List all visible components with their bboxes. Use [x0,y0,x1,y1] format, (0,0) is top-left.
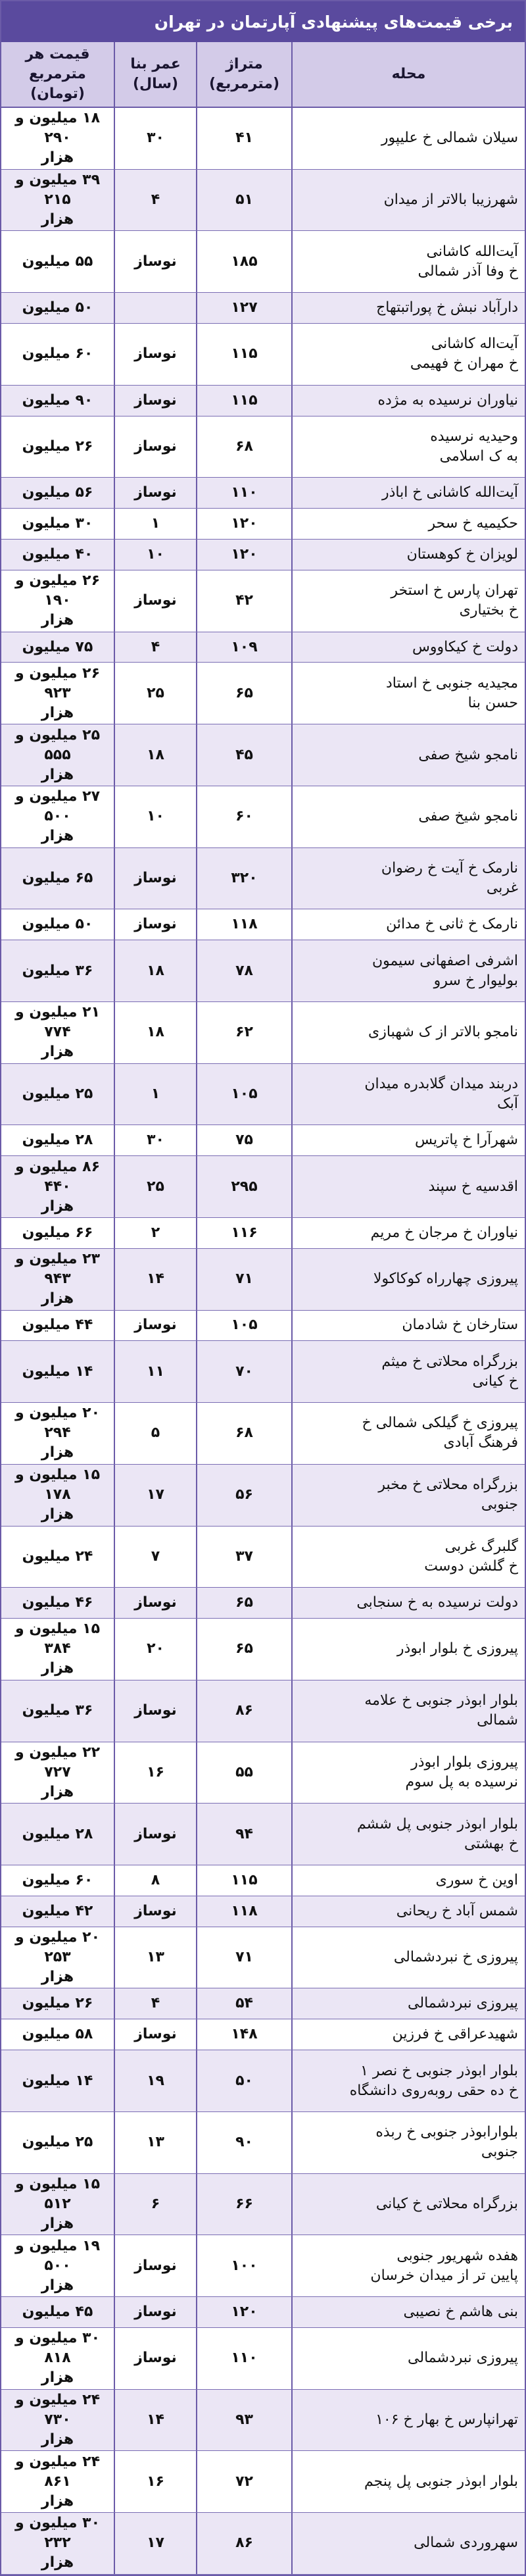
cell-neighborhood: آیت‌الله کاشانی خ وفا آذر شمالی [291,231,525,292]
cell-age: ۱۶ [114,1742,196,1804]
cell-age: ۲۵ [114,1156,196,1217]
cell-neighborhood: نیاوران خ مرجان خ مریم [291,1218,525,1248]
table-row [1,417,525,478]
cell-age: ۱ [114,509,196,539]
cell-area: ۵۴ [196,1988,291,2019]
cell-price: ۶۶ میلیون [22,1224,93,1241]
cell-area: ۳۷ [196,1527,291,1588]
cell-neighborhood: لویزان خ کوهستان [291,540,525,570]
cell-age: نوساز [114,1804,196,1865]
table-row [1,1742,525,1804]
table-title: برخی قیمت‌های پیشنهادی آپارتمان در تهران [1,1,525,42]
cell-area: ۵۱ [196,170,291,231]
cell-price: ۱۸ میلیون و ۲۹۰ هزار [15,110,100,166]
cell-age: ۱۰ [114,786,196,847]
cell-price: ۹۰ میلیون [22,391,93,409]
cell-area: ۱۲۰ [196,2297,291,2327]
table-row [1,570,525,632]
cell-neighborhood: پیروزی نبردشمالی [291,2328,525,2389]
cell-neighborhood: هفده شهریور جنوبی پایین تر از میدان خرسان [291,2235,525,2296]
table-row [1,1341,525,1403]
cell-price: ۲۴ میلیون و ۷۳۰ هزار [15,2391,100,2448]
cell-area: ۶۵ [196,1619,291,1680]
cell-neighborhood: نامجو شیخ صفی [291,724,525,786]
cell-price: ۲۸ میلیون [22,1825,93,1842]
cell-area: ۱۸۵ [196,231,291,292]
table-row [1,478,525,509]
cell-neighborhood: گلبرگ غربی خ گلشن دوست [291,1527,525,1588]
cell-price: ۳۶ میلیون [22,962,93,979]
table-row [1,1927,525,1989]
table-row [1,2328,525,2390]
cell-price: ۳۰ میلیون [22,515,93,532]
cell-age: ۱۸ [114,940,196,1001]
cell-neighborhood: حکیمیه خ سحر [291,509,525,539]
cell-area: ۱۱۵ [196,386,291,416]
cell-price: ۶۰ میلیون [22,1871,93,1888]
cell-price: ۴۶ میلیون [22,1594,93,1611]
cell-area: ۱۰۰ [196,2235,291,2296]
cell-area: ۹۳ [196,2390,291,2451]
cell-area: ۸۶ [196,1680,291,1742]
cell-neighborhood: پیروزی چهارراه کوکاکولا [291,1249,525,1310]
cell-price: ۸۶ میلیون و ۴۴۰ هزار [15,1158,100,1215]
table-row [1,324,525,386]
cell-area: ۱۲۰ [196,509,291,539]
cell-price: ۱۵ میلیون و ۵۱۲ هزار [15,2175,100,2232]
cell-area: ۴۵ [196,724,291,786]
cell-area: ۷۱ [196,1927,291,1988]
cell-neighborhood: بزرگراه محلاتی خ میثم خ کیانی [291,1341,525,1402]
cell-neighborhood: بزرگراه محلاتی خ مخبر جنوبی [291,1465,525,1526]
cell-age: نوساز [114,909,196,940]
cell-neighborhood: پیروزی نبردشمالی [291,1988,525,2019]
cell-neighborhood: بلوار ابوذر جنوبی خ علامه شمالی [291,1680,525,1742]
cell-area: ۶۸ [196,417,291,478]
table-row [1,1125,525,1156]
table-row [1,2174,525,2236]
cell-area: ۱۱۵ [196,1865,291,1896]
cell-age: ۴ [114,170,196,231]
table-row [1,1804,525,1865]
cell-area: ۷۰ [196,1341,291,1402]
cell-area: ۶۰ [196,786,291,847]
cell-neighborhood: پیروزی بلوار ابوذر نرسیده به پل سوم [291,1742,525,1804]
cell-age: ۲ [114,1218,196,1248]
table-row [1,2235,525,2297]
cell-age: ۱۳ [114,2112,196,2173]
cell-area: ۹۰ [196,2112,291,2173]
table-row [1,540,525,570]
cell-area: ۵۶ [196,1465,291,1526]
cell-age: نوساز [114,570,196,632]
cell-price: ۲۵ میلیون و ۵۵۵ هزار [15,726,100,783]
table-row [1,1002,525,1064]
cell-neighborhood: تهرانپارس خ بهار خ ۱۰۶ [291,2390,525,2451]
cell-neighborhood: دربند میدان گلابدره میدان آبک [291,1064,525,1125]
cell-age: نوساز [114,1680,196,1742]
table-row [1,1988,525,2019]
cell-area: ۶۵ [196,1588,291,1618]
cell-age: نوساز [114,386,196,416]
cell-area: ۱۱۶ [196,1218,291,1248]
cell-area: ۱۰۹ [196,632,291,663]
cell-age: نوساز [114,1588,196,1618]
cell-area: ۶۲ [196,1002,291,1063]
cell-area: ۷۱ [196,1249,291,1310]
cell-price: ۵۸ میلیون [22,2026,93,2043]
cell-price: ۴۲ میلیون [22,1902,93,1919]
cell-area: ۱۰۵ [196,1311,291,1341]
cell-neighborhood: اقدسیه خ سپند [291,1156,525,1217]
header-price-per-sqm: قیمت هر مترمربع (تومان) [25,46,90,102]
cell-age: ۱۸ [114,1002,196,1063]
cell-area: ۴۲ [196,570,291,632]
cell-price: ۱۵ میلیون و ۳۸۴ هزار [15,1621,100,1677]
table-row [1,1680,525,1742]
cell-price: ۲۰ میلیون و ۲۵۳ هزار [15,1929,100,1986]
cell-age: ۵ [114,1403,196,1464]
cell-price: ۱۴ میلیون [22,1363,93,1380]
cell-area: ۶۸ [196,1403,291,1464]
cell-neighborhood: نیاوران نرسیده به مژده [291,386,525,416]
cell-neighborhood: بزرگراه محلاتی خ کیانی [291,2174,525,2235]
table-row [1,1619,525,1680]
cell-price: ۵۵ میلیون [22,253,93,270]
cell-age: نوساز [114,1896,196,1927]
table-row [1,2297,525,2328]
cell-age: ۱۹ [114,2050,196,2111]
cell-area: ۱۲۰ [196,540,291,570]
table-row [1,848,525,910]
cell-age: ۸ [114,1865,196,1896]
cell-price: ۱۵ میلیون و ۱۷۸ هزار [15,1467,100,1523]
cell-neighborhood: تهران پارس خ استخر خ بختیاری [291,570,525,632]
cell-price: ۳۰ میلیون و ۸۱۸ هزار [15,2330,100,2387]
cell-price: ۲۸ میلیون [22,1132,93,1149]
table-row [1,231,525,293]
table-row [1,1218,525,1249]
cell-age: نوساز [114,848,196,909]
cell-neighborhood: دارآباد نبش خ پوراتبتهاج [291,293,525,323]
table-row [1,2050,525,2112]
cell-price: ۲۶ میلیون [22,438,93,455]
cell-area: ۸۶ [196,2513,291,2574]
table-header [1,42,525,108]
cell-age: ۷ [114,1527,196,1588]
cell-area: ۱۱۵ [196,324,291,385]
cell-price: ۲۴ میلیون و ۸۶۱ هزار [15,2453,100,2510]
cell-price: ۲۴ میلیون [22,1548,93,1565]
cell-price: ۵۰ میلیون [22,299,93,316]
cell-neighborhood: پیروزی خ گیلکی شمالی خ فرهنگ آبادی [291,1403,525,1464]
cell-neighborhood: مجیدیه جنوبی خ استاد حسن بنا [291,663,525,724]
cell-area: ۷۵ [196,1125,291,1155]
cell-age: ۱۱ [114,1341,196,1402]
header-neighborhood: محله [291,42,525,107]
cell-neighborhood: بلوارابوذر جنوبی خ ربذه جنوبی [291,2112,525,2173]
cell-age: ۱ [114,1064,196,1125]
cell-age: ۴ [114,632,196,663]
cell-neighborhood: نارمک خ آیت خ رضوان غربی [291,848,525,909]
cell-neighborhood: ستارخان خ شادمان [291,1311,525,1341]
table-row [1,2112,525,2174]
cell-area: ۶۶ [196,2174,291,2235]
cell-age: ۱۴ [114,2390,196,2451]
table-row [1,1588,525,1619]
cell-area: ۹۴ [196,1804,291,1865]
cell-age: ۱۳ [114,1927,196,1988]
table-row [1,509,525,540]
cell-neighborhood: نارمک خ ثانی خ مدائن [291,909,525,940]
cell-age: نوساز [114,231,196,292]
cell-neighborhood: بلوار ابوذر جنوبی پل ششم خ بهشتی [291,1804,525,1865]
cell-neighborhood: اوین خ سوری [291,1865,525,1896]
cell-neighborhood: بلوار ابوذر جنوبی پل پنجم [291,2451,525,2512]
cell-price: ۲۳ میلیون و ۹۴۳ هزار [15,1251,100,1307]
cell-age: نوساز [114,2297,196,2327]
cell-neighborhood: وحیدیه نرسیده به ک اسلامی [291,417,525,478]
table-row [1,940,525,1002]
cell-price: ۲۲ میلیون و ۷۲۷ هزار [15,1744,100,1800]
cell-age: ۱۴ [114,1249,196,1310]
cell-neighborhood: بلوار ابوذر جنوبی خ نصر ۱ خ ده حقی روبه‌روی دانشگاه [291,2050,525,2111]
cell-neighborhood: آیت‌اله کاشانی خ مهران خ فهیمی [291,324,525,385]
cell-age: ۳۰ [114,108,196,169]
table-row [1,386,525,417]
cell-area: ۲۹۵ [196,1156,291,1217]
cell-neighborhood: شمس آباد خ ریحانی [291,1896,525,1927]
cell-area: ۵۵ [196,1742,291,1804]
cell-neighborhood: دولت خ کیکاووس [291,632,525,663]
cell-price: ۲۰ میلیون و ۲۹۴ هزار [15,1405,100,1461]
table-row [1,2513,525,2575]
cell-price: ۲۵ میلیون [22,1086,93,1102]
cell-age: ۴ [114,1988,196,2019]
cell-price: ۷۵ میلیون [22,638,93,655]
cell-price: ۲۶ میلیون و ۹۲۳ هزار [15,665,100,721]
cell-neighborhood: پیروزی خ نبردشمالی [291,1927,525,1988]
cell-age: ۳۰ [114,1125,196,1155]
table-row [1,1896,525,1927]
cell-price: ۵۶ میلیون [22,484,93,501]
table-body [1,108,525,2575]
table-row [1,1311,525,1342]
cell-area: ۱۰۵ [196,1064,291,1125]
header-area: متراژ (مترمربع) [196,42,291,107]
cell-price: ۲۷ میلیون و ۵۰۰ هزار [15,788,100,845]
header-building-age: عمر بنا (سال) [114,42,196,107]
cell-area: ۵۰ [196,2050,291,2111]
cell-price: ۲۱ میلیون و ۷۷۴ هزار [15,1004,100,1061]
cell-price: ۴۴ میلیون [22,1317,93,1334]
table-row [1,2390,525,2452]
cell-age: ۶ [114,2174,196,2235]
cell-age: ۲۰ [114,1619,196,1680]
cell-neighborhood: سیلان شمالی خ علیپور [291,108,525,169]
table-row [1,170,525,232]
cell-area: ۱۱۰ [196,2328,291,2389]
cell-neighborhood: نامجو بالاتر از ک شهبازی [291,1002,525,1063]
cell-age: نوساز [114,324,196,385]
cell-area: ۳۲۰ [196,848,291,909]
table-row [1,663,525,724]
cell-age: نوساز [114,2328,196,2389]
cell-neighborhood: شهرزیبا بالاتر از میدان [291,170,525,231]
cell-area: ۱۲۷ [196,293,291,323]
cell-area: ۷۲ [196,2451,291,2512]
cell-area: ۱۱۰ [196,478,291,508]
cell-price: ۲۶ میلیون [22,1995,93,2012]
cell-age: ۱۷ [114,1465,196,1526]
cell-area: ۴۱ [196,108,291,169]
cell-price: ۶۵ میلیون [22,869,93,886]
cell-neighborhood: دولت نرسیده به خ سنجابی [291,1588,525,1618]
table-row [1,632,525,663]
table-row [1,786,525,848]
cell-neighborhood: نامجو شیخ صفی [291,786,525,847]
table-row [1,1249,525,1311]
cell-neighborhood: بنی هاشم خ نصیبی [291,2297,525,2327]
table-row [1,2019,525,2050]
cell-age [114,293,196,323]
table-row [1,1865,525,1896]
cell-price: ۳۶ میلیون [22,1702,93,1719]
cell-age: نوساز [114,2235,196,2296]
cell-area: ۱۴۸ [196,2019,291,2050]
cell-price: ۳۹ میلیون و ۲۱۵ هزار [15,172,100,228]
table-row [1,2451,525,2513]
cell-area: ۷۸ [196,940,291,1001]
cell-age: نوساز [114,417,196,478]
cell-neighborhood: شهیدعراقی خ فرزین [291,2019,525,2050]
cell-neighborhood: اشرفی اصفهانی سیمون بولیوار خ سرو [291,940,525,1001]
cell-price: ۱۴ میلیون [22,2072,93,2089]
cell-age: نوساز [114,478,196,508]
table-row [1,1465,525,1527]
table-row [1,108,525,170]
cell-price: ۶۰ میلیون [22,345,93,363]
cell-area: ۱۱۸ [196,909,291,940]
cell-price: ۴۰ میلیون [22,545,93,563]
table-row [1,293,525,324]
table-row [1,1403,525,1465]
cell-age: ۱۶ [114,2451,196,2512]
cell-age: نوساز [114,1311,196,1341]
cell-price: ۱۹ میلیون و ۵۰۰ هزار [15,2237,100,2294]
cell-price: ۵۰ میلیون [22,916,93,933]
table-row [1,724,525,786]
cell-neighborhood: شهرآرا خ پاتریس [291,1125,525,1155]
cell-age: ۲۵ [114,663,196,724]
cell-area: ۶۵ [196,663,291,724]
table-row [1,1527,525,1588]
cell-price: ۲۶ میلیون و ۱۹۰ هزار [15,572,100,629]
cell-area: ۱۱۸ [196,1896,291,1927]
table-row [1,1156,525,1218]
cell-age: ۱۷ [114,2513,196,2574]
cell-neighborhood: پیروزی خ بلوار ابوذر [291,1619,525,1680]
cell-age: نوساز [114,2019,196,2050]
cell-age: ۱۰ [114,540,196,570]
cell-neighborhood: آیت‌الله کاشانی خ اباذر [291,478,525,508]
cell-price: ۳۰ میلیون و ۲۳۲ هزار [15,2515,100,2571]
cell-price: ۲۵ میلیون [22,2134,93,2151]
cell-age: ۱۸ [114,724,196,786]
cell-price: ۴۵ میلیون [22,2303,93,2320]
table-row [1,909,525,940]
cell-neighborhood: سهروردی شمالی [291,2513,525,2574]
table-row [1,1064,525,1126]
